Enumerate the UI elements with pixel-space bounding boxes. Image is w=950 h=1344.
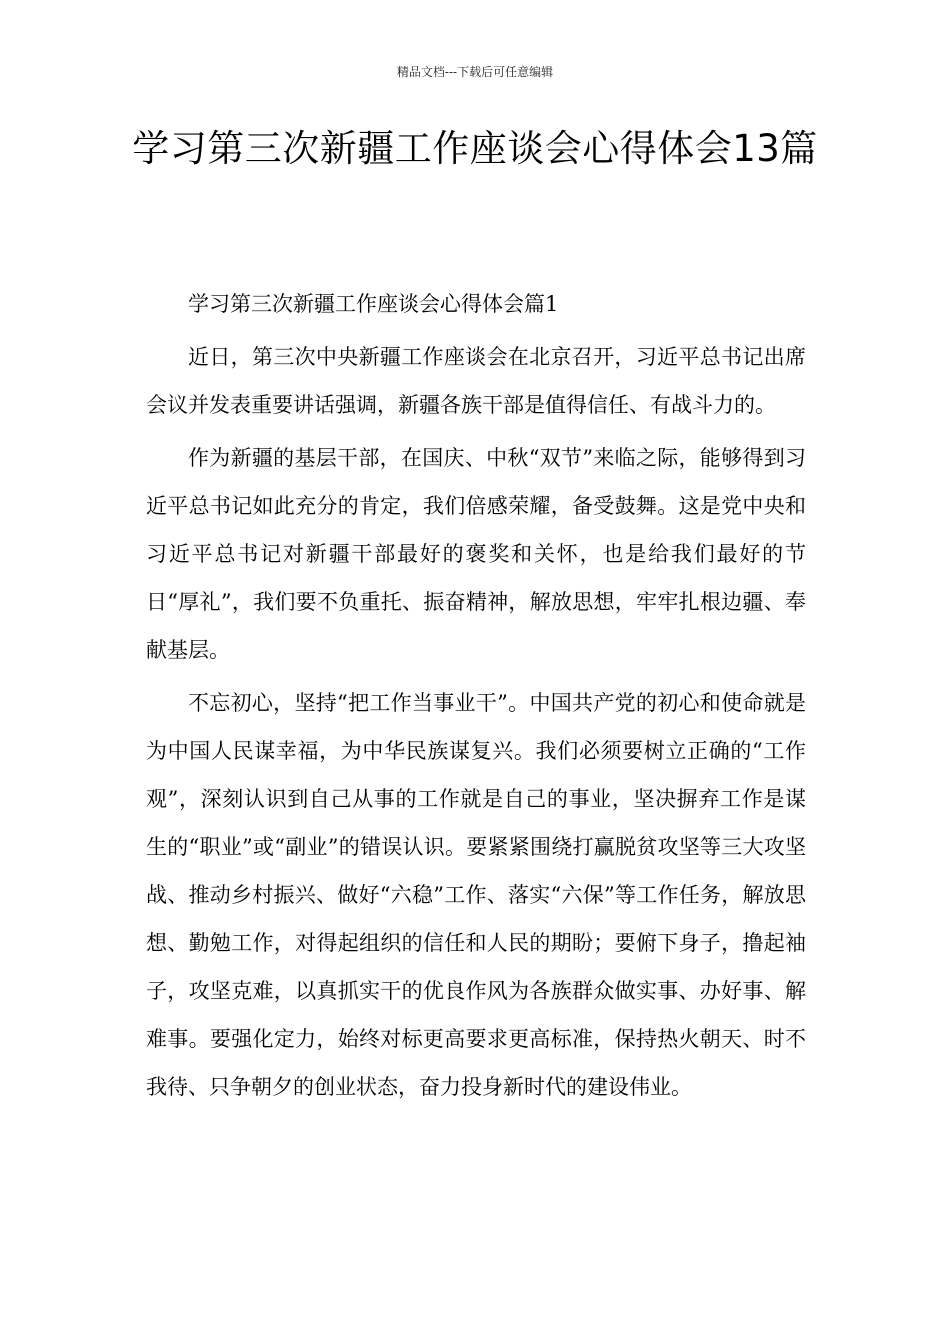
section-heading: 学习第三次新疆工作座谈会心得体会篇1 [188,292,559,316]
paragraph-3: 不忘初心，坚持“把工作当事业干”。中国共产党的初心和使命就是为中国人民谋幸福，为中华民族谋复兴。我们必须要树立正确的“工作观”，深刻认识到自己从事的工作就是自己的事业，坚决摒弃工作是谋生的“职业”或“副业”的错误认识。要紧紧围绕打赢脱贫攻坚等三大攻坚战、推动乡村振兴、做好“六稳”工作、落实“六保”等工作任务，解放思想、勤勉工作，对得起组织的信任和人民的期盼；要俯下身子，撸起袖子，攻坚克难，以真抓实干的优良作风为各族群众做实事、办好事、解难事。要强化定力，始终对标更高要求更高标准，保持热火朝天、时不我待、只争朝夕的创业状态，奋力投身新时代的建设伟业。 [146,691,806,1099]
document-title: 学习第三次新疆工作座谈会心得体会13篇 [132,127,818,170]
paragraph-2: 作为新疆的基层干部，在国庆、中秋“双节”来临之际，能够得到习近平总书记如此充分的肯定，我们倍感荣耀，备受鼓舞。这是党中央和习近平总书记对新疆干部最好的褒奖和关怀，也是给我们最好的节日“厚礼”，我们要不负重托、振奋精神，解放思想，牢牢扎根边疆、奉献基层。 [146,446,806,662]
paragraph-1: 近日，第三次中央新疆工作座谈会在北京召开，习近平总书记出席会议并发表重要讲话强调，新疆各族干部是值得信任、有战斗力的。 [146,345,806,417]
document-body [146,280,806,1116]
header-note: 精品文档---下载后可任意编辑 [396,65,554,79]
